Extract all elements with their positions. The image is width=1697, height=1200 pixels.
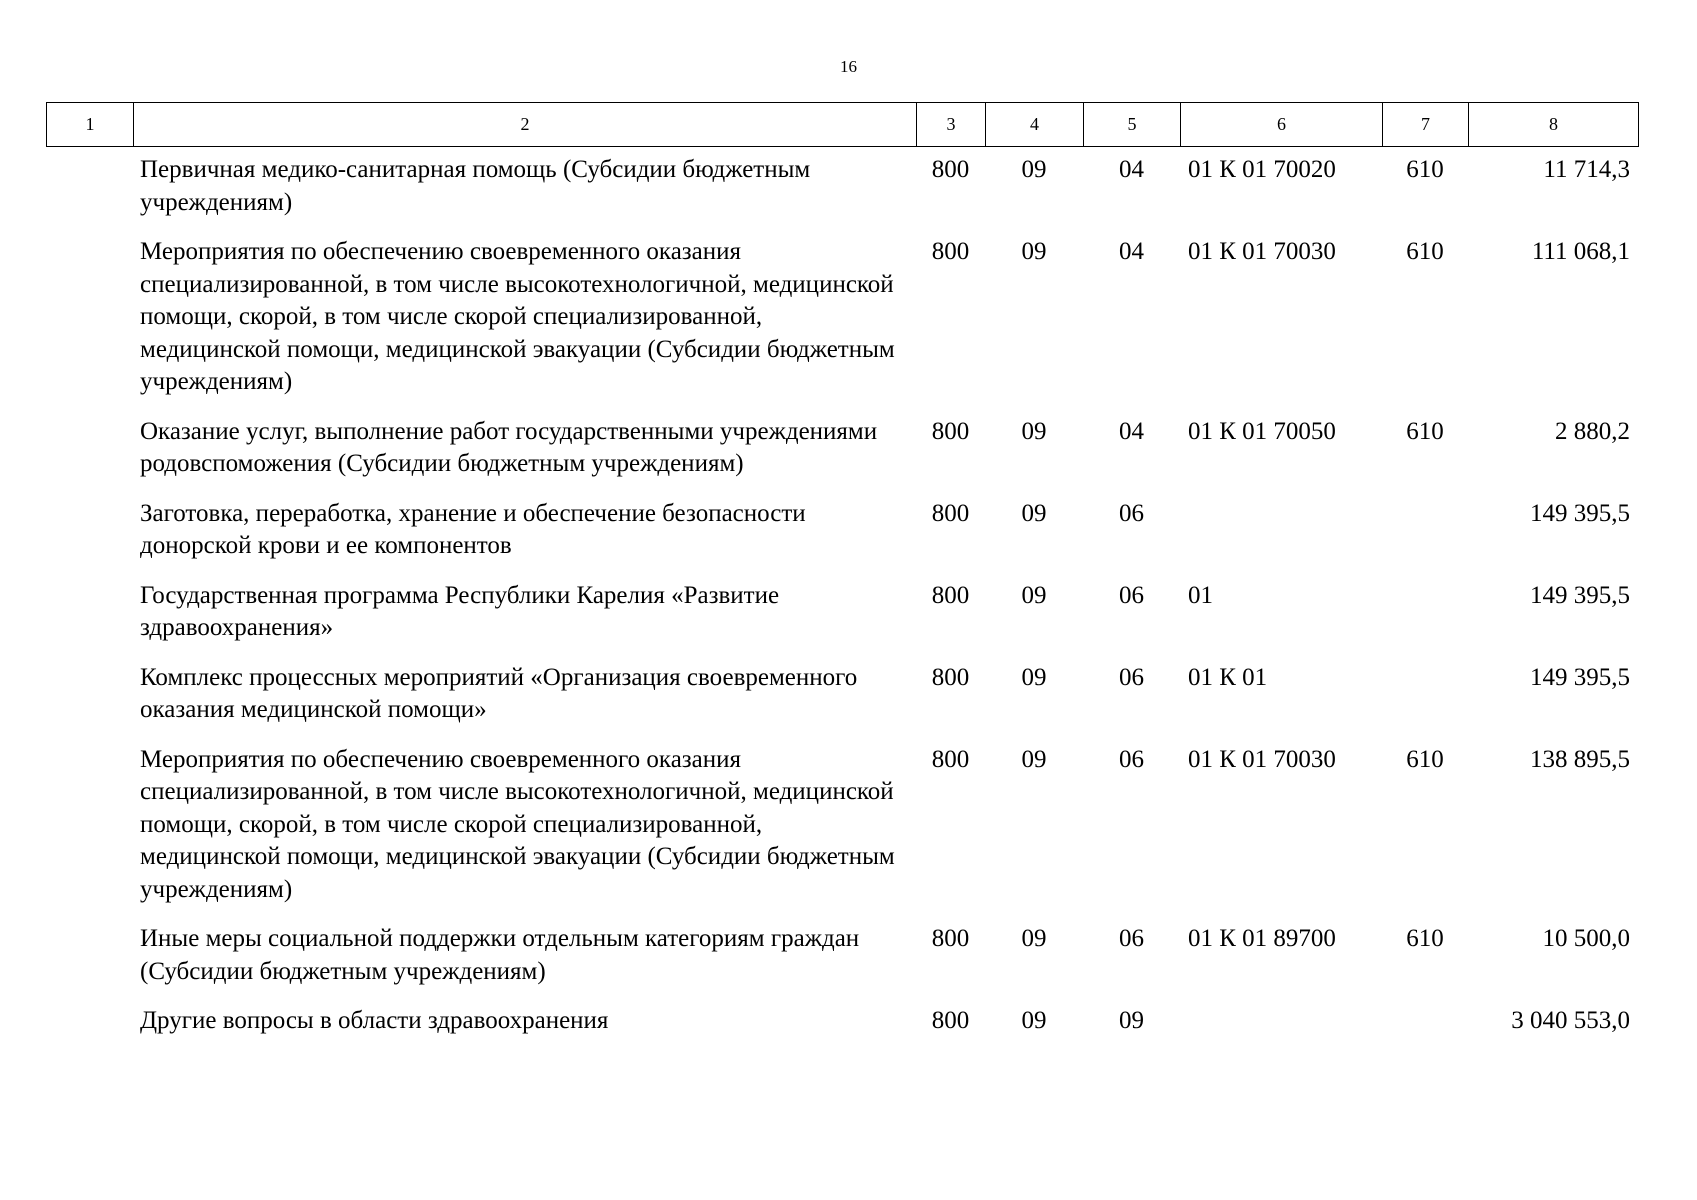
row-section-code: 09: [1021, 925, 1047, 952]
row-section-code: 09: [1021, 499, 1047, 527]
row-name: Первичная медико-санитарная помощь (Субсидии бюджетным учреждениям): [140, 156, 811, 216]
row-section-code: 09: [1021, 581, 1047, 609]
row-expense-type-code: [1382, 498, 1468, 580]
table-row: [46, 498, 1638, 580]
row-ved-code: 800: [931, 1007, 970, 1034]
row-subsection-code: 04: [1119, 417, 1144, 445]
budget-table: [46, 154, 1638, 1055]
row-name: Мероприятия по обеспечению своевременного оказания специализированной, в том числе высокотехнологичной, медицинской помощи, скорой, в том числе скорой специализированной, медицинской помощи, медицинской эвакуации (Субсидии бюджетным учреждениям): [140, 238, 895, 395]
page-number: 16: [840, 57, 857, 76]
table-row: [46, 1005, 1638, 1055]
row-subsection-code: 06: [1119, 925, 1144, 952]
row-amount: 11 714,3: [1543, 156, 1630, 183]
row-subsection-code: 06: [1119, 499, 1144, 527]
row-ved-code: 800: [931, 581, 970, 609]
column-header-2: 2: [134, 103, 917, 147]
row-name: Оказание услуг, выполнение работ государственными учреждениями родовспоможения (Субсидии бюджетным учреждениям): [140, 417, 878, 477]
row-target-article-code: 01 К 01 89700: [1188, 925, 1336, 952]
row-target-article-code: 01 К 01 70030: [1188, 745, 1336, 773]
table-row: [46, 580, 1638, 662]
row-amount: 149 395,5: [1530, 581, 1630, 609]
column-header-table: [46, 102, 1639, 147]
row-target-article-code: 01 К 01 70050: [1188, 417, 1336, 445]
row-amount: 138 895,5: [1530, 745, 1630, 773]
table-row: [46, 744, 1638, 924]
row-name: Комплекс процессных мероприятий «Организация своевременного оказания медицинской помощи»: [140, 663, 858, 723]
row-name: Государственная программа Республики Карелия «Развитие здравоохранения»: [140, 581, 780, 641]
row-ved-code: 800: [931, 499, 970, 527]
row-target-article-code: 01: [1188, 581, 1213, 609]
table-row: [46, 416, 1638, 498]
row-ved-code: 800: [931, 745, 970, 773]
row-expense-type-code: [1382, 580, 1468, 662]
column-header-5: 5: [1084, 103, 1181, 147]
column-header-7: 7: [1383, 103, 1469, 147]
row-expense-type-code: 610: [1406, 156, 1444, 183]
table-row: [46, 923, 1638, 1005]
row-ved-code: 800: [931, 417, 970, 445]
row-ved-code: 800: [931, 238, 970, 265]
row-section-code: 09: [1021, 663, 1047, 691]
row-target-article-code: [1180, 498, 1382, 580]
row-expense-type-code: 610: [1406, 238, 1444, 265]
row-expense-type-code: 610: [1406, 745, 1444, 773]
row-target-article-code: 01 К 01 70020: [1188, 156, 1336, 183]
row-expense-type-code: 610: [1406, 417, 1444, 445]
row-subsection-code: 06: [1119, 745, 1144, 773]
row-section-code: 09: [1021, 417, 1047, 445]
row-section-code: 09: [1021, 745, 1047, 773]
row-subsection-code: 06: [1119, 663, 1144, 691]
table-row: [46, 662, 1638, 744]
column-header-1: 1: [47, 103, 134, 147]
row-name: Мероприятия по обеспечению своевременного оказания специализированной, в том числе высокотехнологичной, медицинской помощи, скорой, в том числе скорой специализированной, медицинской помощи, медицинской эвакуации (Субсидии бюджетным учреждениям): [140, 745, 895, 903]
row-ved-code: 800: [931, 156, 970, 183]
table-row: [46, 236, 1638, 416]
row-subsection-code: 09: [1119, 1007, 1144, 1034]
row-expense-type-code: [1382, 1005, 1468, 1055]
row-amount: 3 040 553,0: [1511, 1007, 1630, 1034]
row-section-code: 09: [1021, 1007, 1047, 1034]
column-header-row: [47, 103, 1639, 147]
row-section-code: 09: [1021, 156, 1047, 183]
column-header-6: 6: [1181, 103, 1383, 147]
row-subsection-code: 06: [1119, 581, 1144, 609]
column-header-8: 8: [1469, 103, 1639, 147]
row-ved-code: 800: [931, 925, 970, 952]
row-target-article-code: [1180, 1005, 1382, 1055]
row-name: Другие вопросы в области здравоохранения: [140, 1007, 609, 1034]
row-subsection-code: 04: [1119, 238, 1144, 265]
row-subsection-code: 04: [1119, 156, 1144, 183]
row-amount: 111 068,1: [1531, 238, 1630, 265]
row-target-article-code: 01 К 01 70030: [1188, 238, 1336, 265]
row-ved-code: 800: [931, 663, 970, 691]
column-header-4: 4: [986, 103, 1084, 147]
row-expense-type-code: [1382, 662, 1468, 744]
row-target-article-code: 01 К 01: [1188, 663, 1268, 691]
row-section-code: 09: [1021, 238, 1047, 265]
table-row: [46, 154, 1638, 236]
row-expense-type-code: 610: [1406, 925, 1444, 952]
row-amount: 149 395,5: [1530, 499, 1630, 527]
row-amount: 2 880,2: [1555, 417, 1630, 445]
row-name: Заготовка, переработка, хранение и обеспечение безопасности донорской крови и ее компонентов: [140, 499, 806, 559]
row-name: Иные меры социальной поддержки отдельным категориям граждан (Субсидии бюджетным учреждениям): [140, 925, 860, 985]
row-amount: 10 500,0: [1542, 925, 1630, 952]
column-header-3: 3: [917, 103, 986, 147]
row-amount: 149 395,5: [1530, 663, 1630, 691]
